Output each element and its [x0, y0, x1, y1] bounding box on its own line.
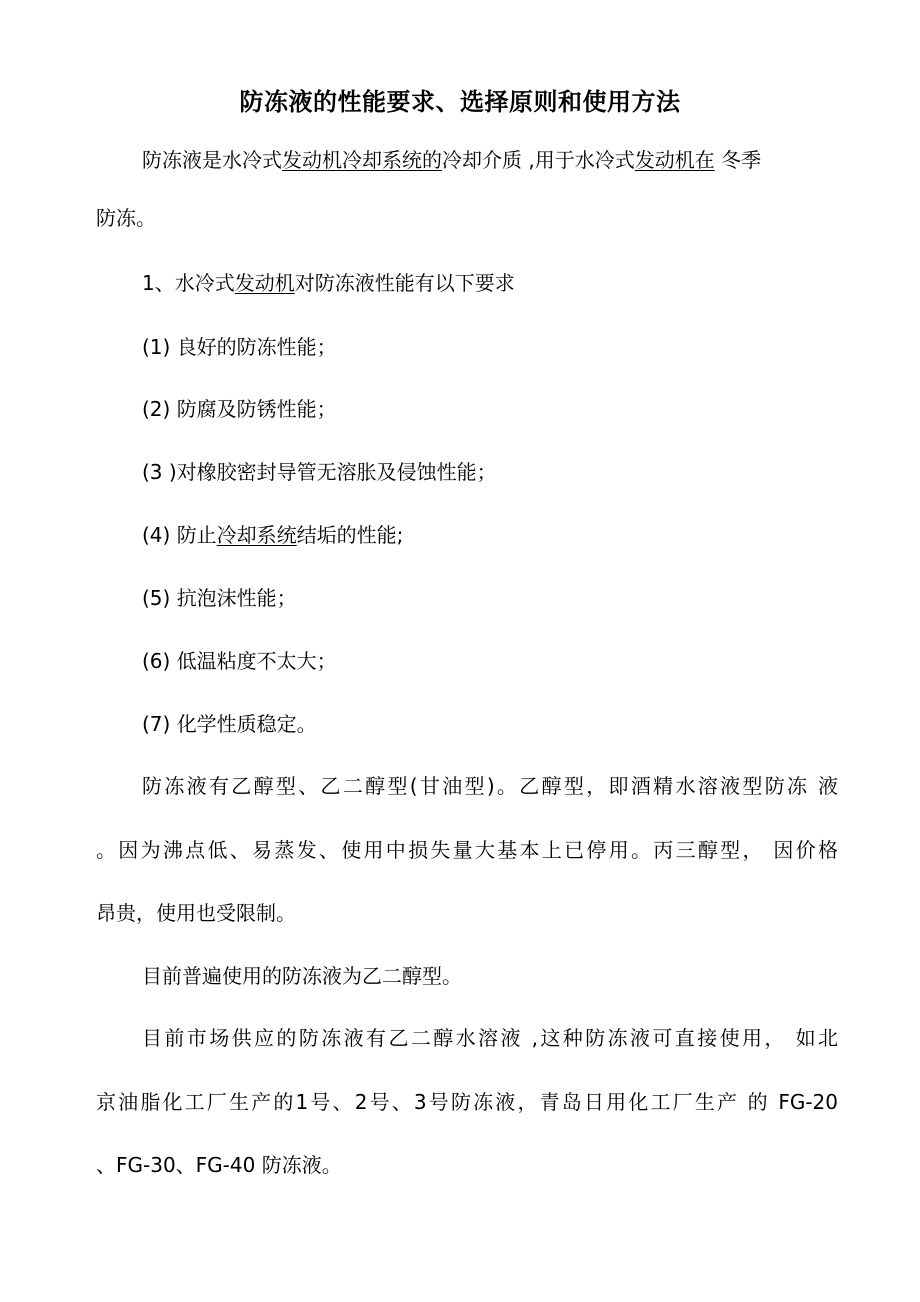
requirement-item-3: (3 )对橡胶密封导管无溶胀及侵蚀性能；: [142, 460, 497, 484]
intro-text: 防冻液是水冷式: [142, 148, 282, 172]
requirement-item-7: (7) 化学性质稳定。: [142, 712, 317, 736]
link-engine-cooling-system[interactable]: 发动机冷却系统的: [282, 148, 442, 172]
intro-line-1: [142, 146, 761, 174]
intro-line-2: 防冻。: [96, 206, 156, 230]
market-paragraph-line-3: 、FG-30、FG-40 防冻液。: [96, 1153, 342, 1177]
market-paragraph-line-1: 目前市场供应的防冻液有乙二醇水溶液 ,这种防冻液可直接使用， 如北: [142, 1026, 838, 1050]
heading-text: 对防冻液性能有以下要求: [294, 271, 515, 295]
requirement-item-6: (6) 低温粘度不太大；: [142, 649, 337, 673]
types-paragraph-line-1: 防冻液有乙醇型、乙二醇型(甘油型)。乙醇型，即酒精水溶液型防冻 液: [142, 774, 838, 798]
market-paragraph-line-2: 京油脂化工厂生产的1号、2号、3号防冻液，青岛日用化工厂生产 的 FG-20: [96, 1090, 838, 1114]
types-paragraph-line-3: 昂贵，使用也受限制。: [96, 901, 296, 925]
requirement-text: 结垢的性能;: [296, 523, 404, 547]
heading-text: 1、水冷式: [142, 271, 235, 295]
link-engine[interactable]: 发动机在: [634, 148, 715, 172]
link-engine[interactable]: 发动机: [234, 271, 295, 295]
intro-text: 冷却介质 ,用于水冷式: [442, 148, 635, 172]
link-cooling-system[interactable]: 冷却系统: [216, 523, 297, 547]
requirement-item-2: (2) 防腐及防锈性能；: [142, 397, 337, 421]
requirement-text: (4) 防止: [142, 523, 217, 547]
requirement-item-5: (5) 抗泡沫性能；: [142, 586, 297, 610]
requirement-item-4: [142, 521, 403, 549]
section-1-heading: [142, 269, 515, 297]
types-paragraph-line-2: 。因为沸点低、易蒸发、使用中损失量大基本上已停用。丙三醇型， 因价格: [96, 838, 838, 862]
requirement-item-1: (1) 良好的防冻性能；: [142, 335, 337, 359]
intro-text: 冬季: [714, 148, 762, 172]
document-title: 防冻液的性能要求、选择原则和使用方法: [239, 88, 681, 116]
common-paragraph: 目前普遍使用的防冻液为乙二醇型。: [142, 964, 462, 988]
